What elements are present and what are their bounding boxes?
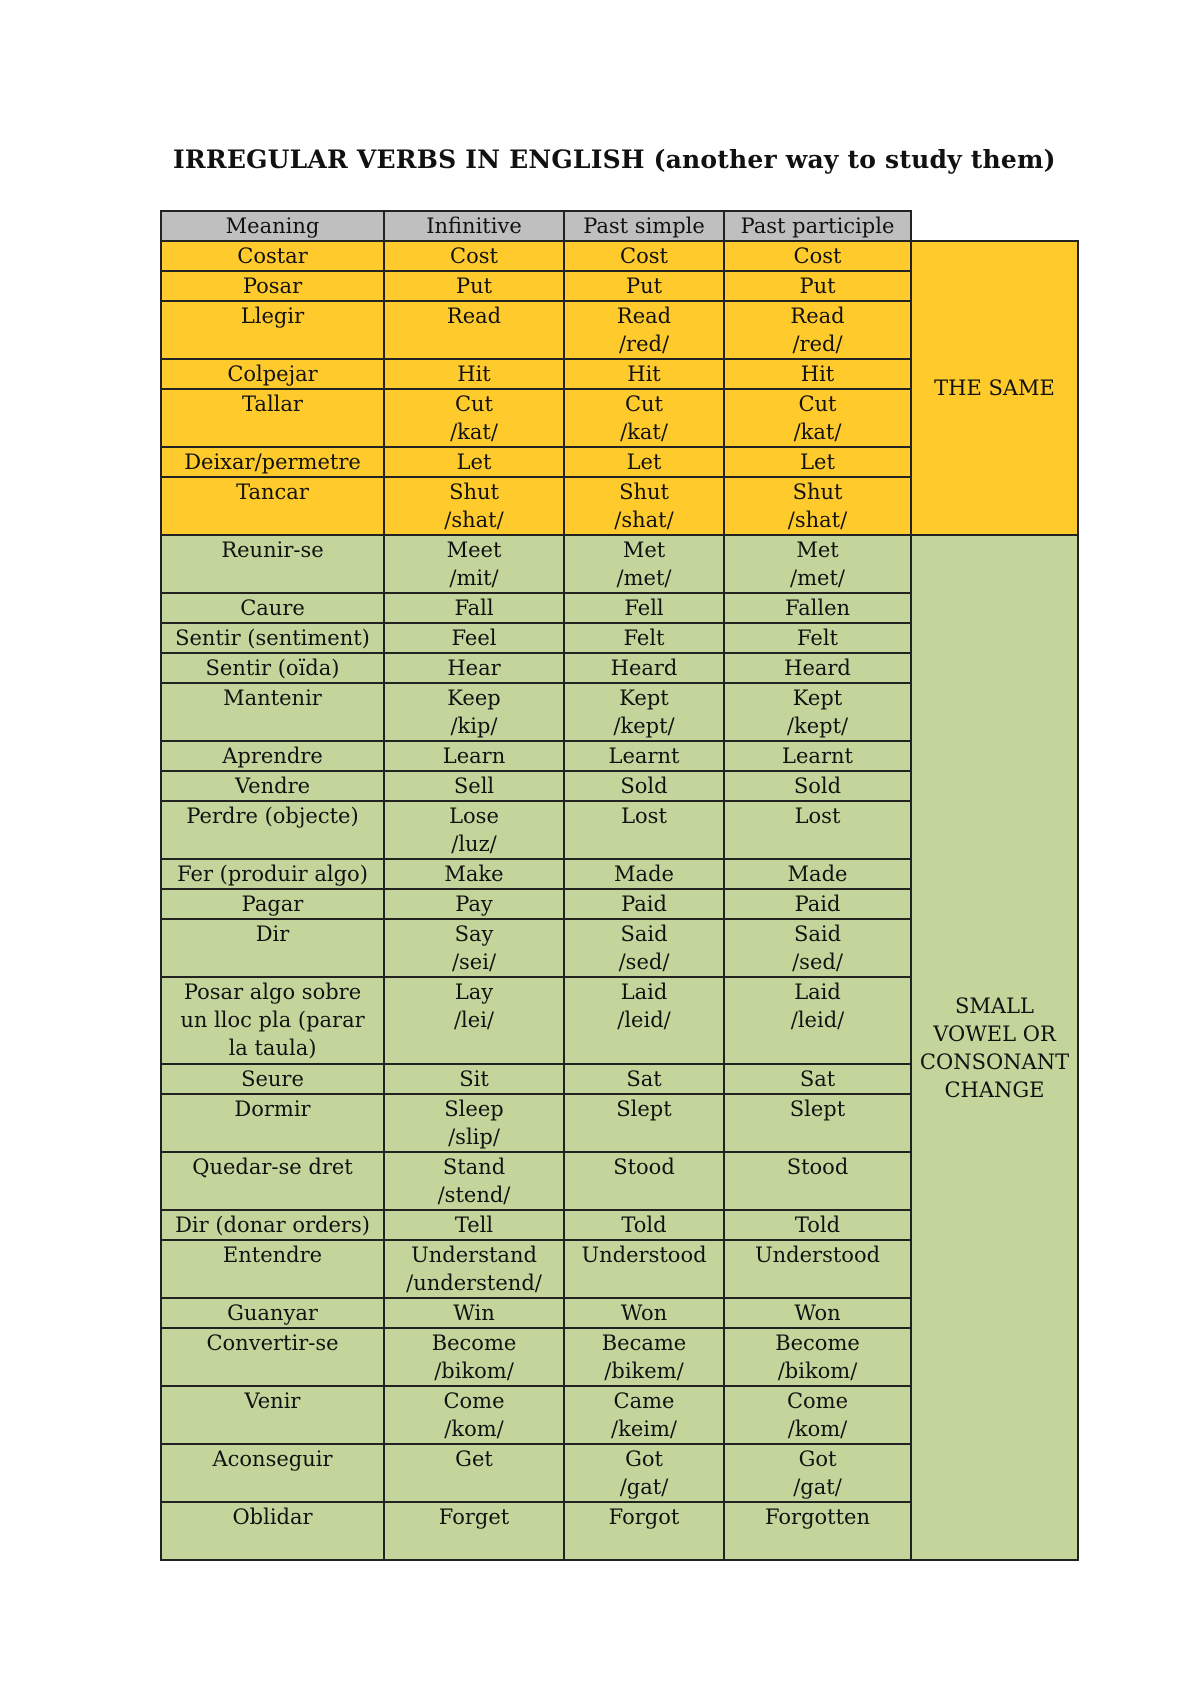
meaning-cell [161,801,384,859]
cell-text: /shat/ [787,508,848,532]
past-simple-cell [564,447,724,477]
past-simple-cell [564,1094,724,1152]
cell-text: Learnt [782,744,853,768]
infinitive-cell [384,359,564,389]
meaning-cell [161,623,384,653]
past-simple-cell [564,889,724,919]
past-participle-cell [724,741,911,771]
cell-text: Paid [621,892,667,916]
group-label-line: CHANGE [944,1077,1045,1102]
past-simple-cell [564,1064,724,1094]
meaning-cell [161,535,384,593]
cell-text: Understand [411,1243,537,1267]
past-participle-cell [724,859,911,889]
cell-text: Made [787,862,848,886]
past-participle-cell [724,801,911,859]
cell-text: /sed/ [792,950,843,974]
past-simple-cell [564,1298,724,1328]
cell-text: Felt [796,626,838,650]
past-simple-cell [564,859,724,889]
cell-text: Learnt [608,744,680,768]
cell-text: Aprendre [222,744,323,768]
cell-text: Tallar [242,392,303,416]
cell-text: Pay [455,892,493,916]
cell-text: /kom/ [444,1417,504,1441]
infinitive-cell [384,389,564,447]
cell-text: Stood [613,1155,675,1179]
meaning-cell [161,977,384,1064]
past-participle-cell [724,919,911,977]
header-meaning: Meaning [161,211,384,241]
cell-text: Put [455,274,493,298]
cell-text: Made [614,862,674,886]
group-label-line: SMALL [955,993,1034,1018]
cell-text: Sat [626,1067,662,1091]
cell-text: /red/ [792,332,843,356]
meaning-cell [161,771,384,801]
infinitive-cell [384,241,564,271]
cell-text: Deixar/permetre [184,450,361,474]
cell-text: Sold [793,774,842,798]
meaning-cell [161,593,384,623]
cell-text: /understend/ [406,1271,542,1295]
infinitive-cell [384,447,564,477]
cell-text: Sleep [444,1097,504,1121]
header-past-participle: Past participle [724,211,911,241]
cell-text: Come [786,1389,849,1413]
past-simple-cell [564,1240,724,1298]
cell-text: /red/ [618,332,670,356]
past-simple-cell [564,683,724,741]
cell-text: Sold [620,774,668,798]
table-row [161,241,1078,271]
past-participle-cell [724,359,911,389]
cell-text: /met/ [616,566,672,590]
cell-text: Put [625,274,663,298]
cell-text: Let [456,450,492,474]
cell-text: /sed/ [618,950,670,974]
cell-text: Convertir-se [206,1331,339,1355]
cell-text: /gat/ [619,1475,669,1499]
cell-text: Slept [616,1097,672,1121]
cell-text: Said [793,922,842,946]
cell-text: Aconseguir [212,1447,333,1471]
cell-text: /shat/ [614,508,674,532]
past-simple-cell [564,623,724,653]
cell-text: /kat/ [620,420,668,444]
header-infinitive: Infinitive [384,211,564,241]
cell-text: Slept [789,1097,846,1121]
infinitive-cell [384,1298,564,1328]
past-simple-cell [564,771,724,801]
meaning-cell [161,447,384,477]
cell-text: Perdre (objecte) [186,804,359,828]
cell-text: Cost [793,244,842,268]
meaning-cell [161,477,384,535]
meaning-cell [161,271,384,301]
cell-text: /luz/ [451,832,497,856]
cell-text: Sentir (sentiment) [175,626,370,650]
cell-text: Forgotten [764,1505,871,1529]
past-participle-cell [724,977,911,1064]
past-simple-cell [564,1444,724,1502]
cell-text: Stand [442,1155,506,1179]
cell-text: Lost [621,804,667,828]
past-participle-cell [724,1152,911,1210]
past-simple-cell [564,919,724,977]
meaning-cell [161,1240,384,1298]
cell-text: Said [620,922,668,946]
cell-text: Seure [241,1067,304,1091]
cell-text: Sell [453,774,495,798]
cell-text: Heard [784,656,851,680]
cell-text: Won [794,1301,841,1325]
cell-text: Get [455,1447,493,1471]
cell-text: Told [621,1213,667,1237]
cell-text: Colpejar [227,362,318,386]
cell-text: Forget [438,1505,510,1529]
cell-text: /met/ [790,566,845,590]
past-participle-cell [724,389,911,447]
header-past-simple: Past simple [564,211,724,241]
cell-text: Won [620,1301,668,1325]
infinitive-cell [384,1152,564,1210]
cell-text: Got [798,1447,837,1471]
past-participle-cell [724,271,911,301]
cell-text: Llegir [240,304,305,328]
cell-text: Got [625,1447,663,1471]
cell-text: Mantenir [223,686,322,710]
cell-text: Caure [240,596,305,620]
cell-text: Meet [446,538,502,562]
meaning-cell [161,241,384,271]
past-participle-cell [724,1502,911,1560]
past-simple-cell [564,1210,724,1240]
cell-text: Understood [754,1243,881,1267]
page-title: IRREGULAR VERBS IN ENGLISH (another way to study them) [173,145,1056,174]
cell-text: Sentir (oïda) [205,656,340,680]
cell-text: /bikem/ [604,1359,684,1383]
table-header-row [161,211,1078,241]
past-participle-cell [724,535,911,593]
infinitive-cell [384,1240,564,1298]
infinitive-cell [384,859,564,889]
cell-text: Fallen [784,596,851,620]
cell-text: Cut [454,392,494,416]
infinitive-cell [384,919,564,977]
cell-text: Dormir [234,1097,311,1121]
cell-text: Venir [244,1389,301,1413]
cell-text: Met [796,538,839,562]
past-simple-cell [564,1328,724,1386]
cell-text: /gat/ [793,1475,842,1499]
cell-text: Sat [799,1067,836,1091]
past-simple-cell [564,359,724,389]
cell-text: Oblidar [232,1505,313,1529]
cell-text: /shat/ [444,508,504,532]
cell-text: /leid/ [790,1008,845,1032]
cell-text: Shut [792,480,843,504]
past-simple-cell [564,271,724,301]
infinitive-cell [384,1444,564,1502]
infinitive-cell [384,653,564,683]
cell-text: Pagar [241,892,304,916]
group-label-line: CONSONANT [919,1049,1070,1074]
meaning-cell [161,741,384,771]
past-participle-cell [724,593,911,623]
cell-text: Say [454,922,494,946]
past-participle-cell [724,1240,911,1298]
meaning-cell [161,653,384,683]
meaning-cell [161,301,384,359]
past-participle-cell [724,447,911,477]
cell-text: Learn [442,744,506,768]
cell-text: Stood [786,1155,849,1179]
cell-text: Told [794,1213,841,1237]
cell-text: Sit [459,1067,489,1091]
cell-text: /kat/ [450,420,498,444]
cell-text: Met [622,538,666,562]
cell-text: Become [431,1331,517,1355]
infinitive-cell [384,801,564,859]
table-row [161,535,1078,593]
cell-text: Reunir-se [221,538,324,562]
cell-text: Heard [610,656,678,680]
cell-text: Kept [619,686,669,710]
cell-text: /kom/ [787,1417,848,1441]
past-simple-cell [564,1502,724,1560]
cell-text: Became [601,1331,687,1355]
cell-text: Dir (donar orders) [175,1213,370,1237]
cell-text: Fall [454,596,494,620]
cell-text: Hear [447,656,501,680]
meaning-cell [161,359,384,389]
past-simple-cell [564,1386,724,1444]
cell-text: Let [626,450,662,474]
infinitive-cell [384,1064,564,1094]
cell-text: Win [453,1301,495,1325]
past-participle-cell [724,683,911,741]
cell-text: Read [616,304,672,328]
past-participle-cell [724,771,911,801]
past-participle-cell [724,1064,911,1094]
infinitive-cell [384,477,564,535]
cell-text: Dir [255,922,290,946]
cell-text: Lost [794,804,841,828]
cell-text: Become [775,1331,860,1355]
meaning-cell [161,389,384,447]
past-participle-cell [724,1094,911,1152]
cell-text: /mit/ [449,566,499,590]
cell-text: /slip/ [448,1125,500,1149]
cell-text: la taula) [228,1036,317,1060]
cell-text: Laid [794,980,841,1004]
cell-text: Let [800,450,835,474]
cell-text: Lay [454,980,494,1004]
infinitive-cell [384,623,564,653]
cell-text: Laid [620,980,668,1004]
cell-text: /sei/ [451,950,497,974]
past-simple-cell [564,241,724,271]
meaning-cell [161,919,384,977]
past-participle-cell [724,301,911,359]
past-simple-cell [564,1152,724,1210]
past-participle-cell [724,1444,911,1502]
cell-text: Tell [454,1213,494,1237]
infinitive-cell [384,1328,564,1386]
meaning-cell [161,1386,384,1444]
cell-text: Cost [620,244,668,268]
infinitive-cell [384,1094,564,1152]
meaning-cell [161,1064,384,1094]
cell-text: Fell [624,596,664,620]
cell-text: Hit [800,362,835,386]
meaning-cell [161,1298,384,1328]
meaning-cell [161,1444,384,1502]
past-participle-cell [724,1386,911,1444]
cell-text: Posar algo sobre [183,980,362,1004]
meaning-cell [161,859,384,889]
cell-text: /lei/ [453,1008,494,1032]
infinitive-cell [384,1386,564,1444]
cell-text: Keep [447,686,501,710]
past-participle-cell [724,1328,911,1386]
past-participle-cell [724,477,911,535]
past-participle-cell [724,1298,911,1328]
past-simple-cell [564,477,724,535]
cell-text: Cost [450,244,498,268]
meaning-cell [161,889,384,919]
cell-text: Read [790,304,845,328]
cell-text: /kat/ [793,420,842,444]
past-simple-cell [564,801,724,859]
infinitive-cell [384,683,564,741]
infinitive-cell [384,535,564,593]
meaning-cell [161,1328,384,1386]
infinitive-cell [384,771,564,801]
infinitive-cell [384,977,564,1064]
cell-text: Vendre [234,774,311,798]
meaning-cell [161,683,384,741]
cell-text: Fer (produir algo) [177,862,368,886]
cell-text: /bikom/ [434,1359,514,1383]
cell-text: Quedar-se dret [192,1155,353,1179]
cell-text: /bikom/ [777,1359,858,1383]
cell-text: un lloc pla (parar [180,1008,365,1032]
cell-text: Hit [457,362,491,386]
cell-text: Tancar [236,480,309,504]
past-participle-cell [724,889,911,919]
cell-text: Shut [619,480,669,504]
past-participle-cell [724,653,911,683]
cell-text: Felt [623,626,665,650]
cell-text: Understood [581,1243,707,1267]
cell-text: /keim/ [611,1417,677,1441]
cell-text: Cut [798,392,837,416]
past-simple-cell [564,977,724,1064]
cell-text: /leid/ [617,1008,671,1032]
cell-text: Cut [624,392,664,416]
infinitive-cell [384,271,564,301]
cell-text: Posar [242,274,303,298]
header-blank [911,211,1078,241]
cell-text: Read [446,304,502,328]
cell-text: Forgot [608,1505,680,1529]
cell-text: /stend/ [437,1183,511,1207]
infinitive-cell [384,1502,564,1560]
past-simple-cell [564,741,724,771]
meaning-cell [161,1094,384,1152]
cell-text: /kip/ [450,714,498,738]
past-simple-cell [564,593,724,623]
past-simple-cell [564,301,724,359]
cell-text: /kept/ [786,714,849,738]
past-simple-cell [564,653,724,683]
meaning-cell [161,1210,384,1240]
cell-text: Guanyar [227,1301,318,1325]
cell-text: Put [799,274,836,298]
infinitive-cell [384,593,564,623]
group-label-line: VOWEL OR [933,1021,1056,1046]
past-participle-cell [724,623,911,653]
cell-text: Entendre [222,1243,323,1267]
infinitive-cell [384,889,564,919]
cell-text: Paid [794,892,841,916]
group-label-same [911,241,1078,535]
meaning-cell [161,1152,384,1210]
cell-text: Came [613,1389,675,1413]
past-simple-cell [564,535,724,593]
cell-text: Feel [451,626,497,650]
cell-text: /kept/ [613,714,675,738]
cell-text: Come [443,1389,505,1413]
cell-text: Lose [449,804,499,828]
cell-text: Hit [627,362,661,386]
infinitive-cell [384,301,564,359]
meaning-cell [161,1502,384,1560]
cell-text: Make [444,862,504,886]
irregular-verbs-table [160,210,1079,1561]
cell-text: Costar [237,244,308,268]
infinitive-cell [384,741,564,771]
past-simple-cell [564,389,724,447]
past-participle-cell [724,1210,911,1240]
cell-text: Kept [792,686,843,710]
cell-text: Shut [449,480,499,504]
group-label-change [911,535,1078,1560]
group-label-line: THE SAME [934,376,1055,400]
past-participle-cell [724,241,911,271]
infinitive-cell [384,1210,564,1240]
